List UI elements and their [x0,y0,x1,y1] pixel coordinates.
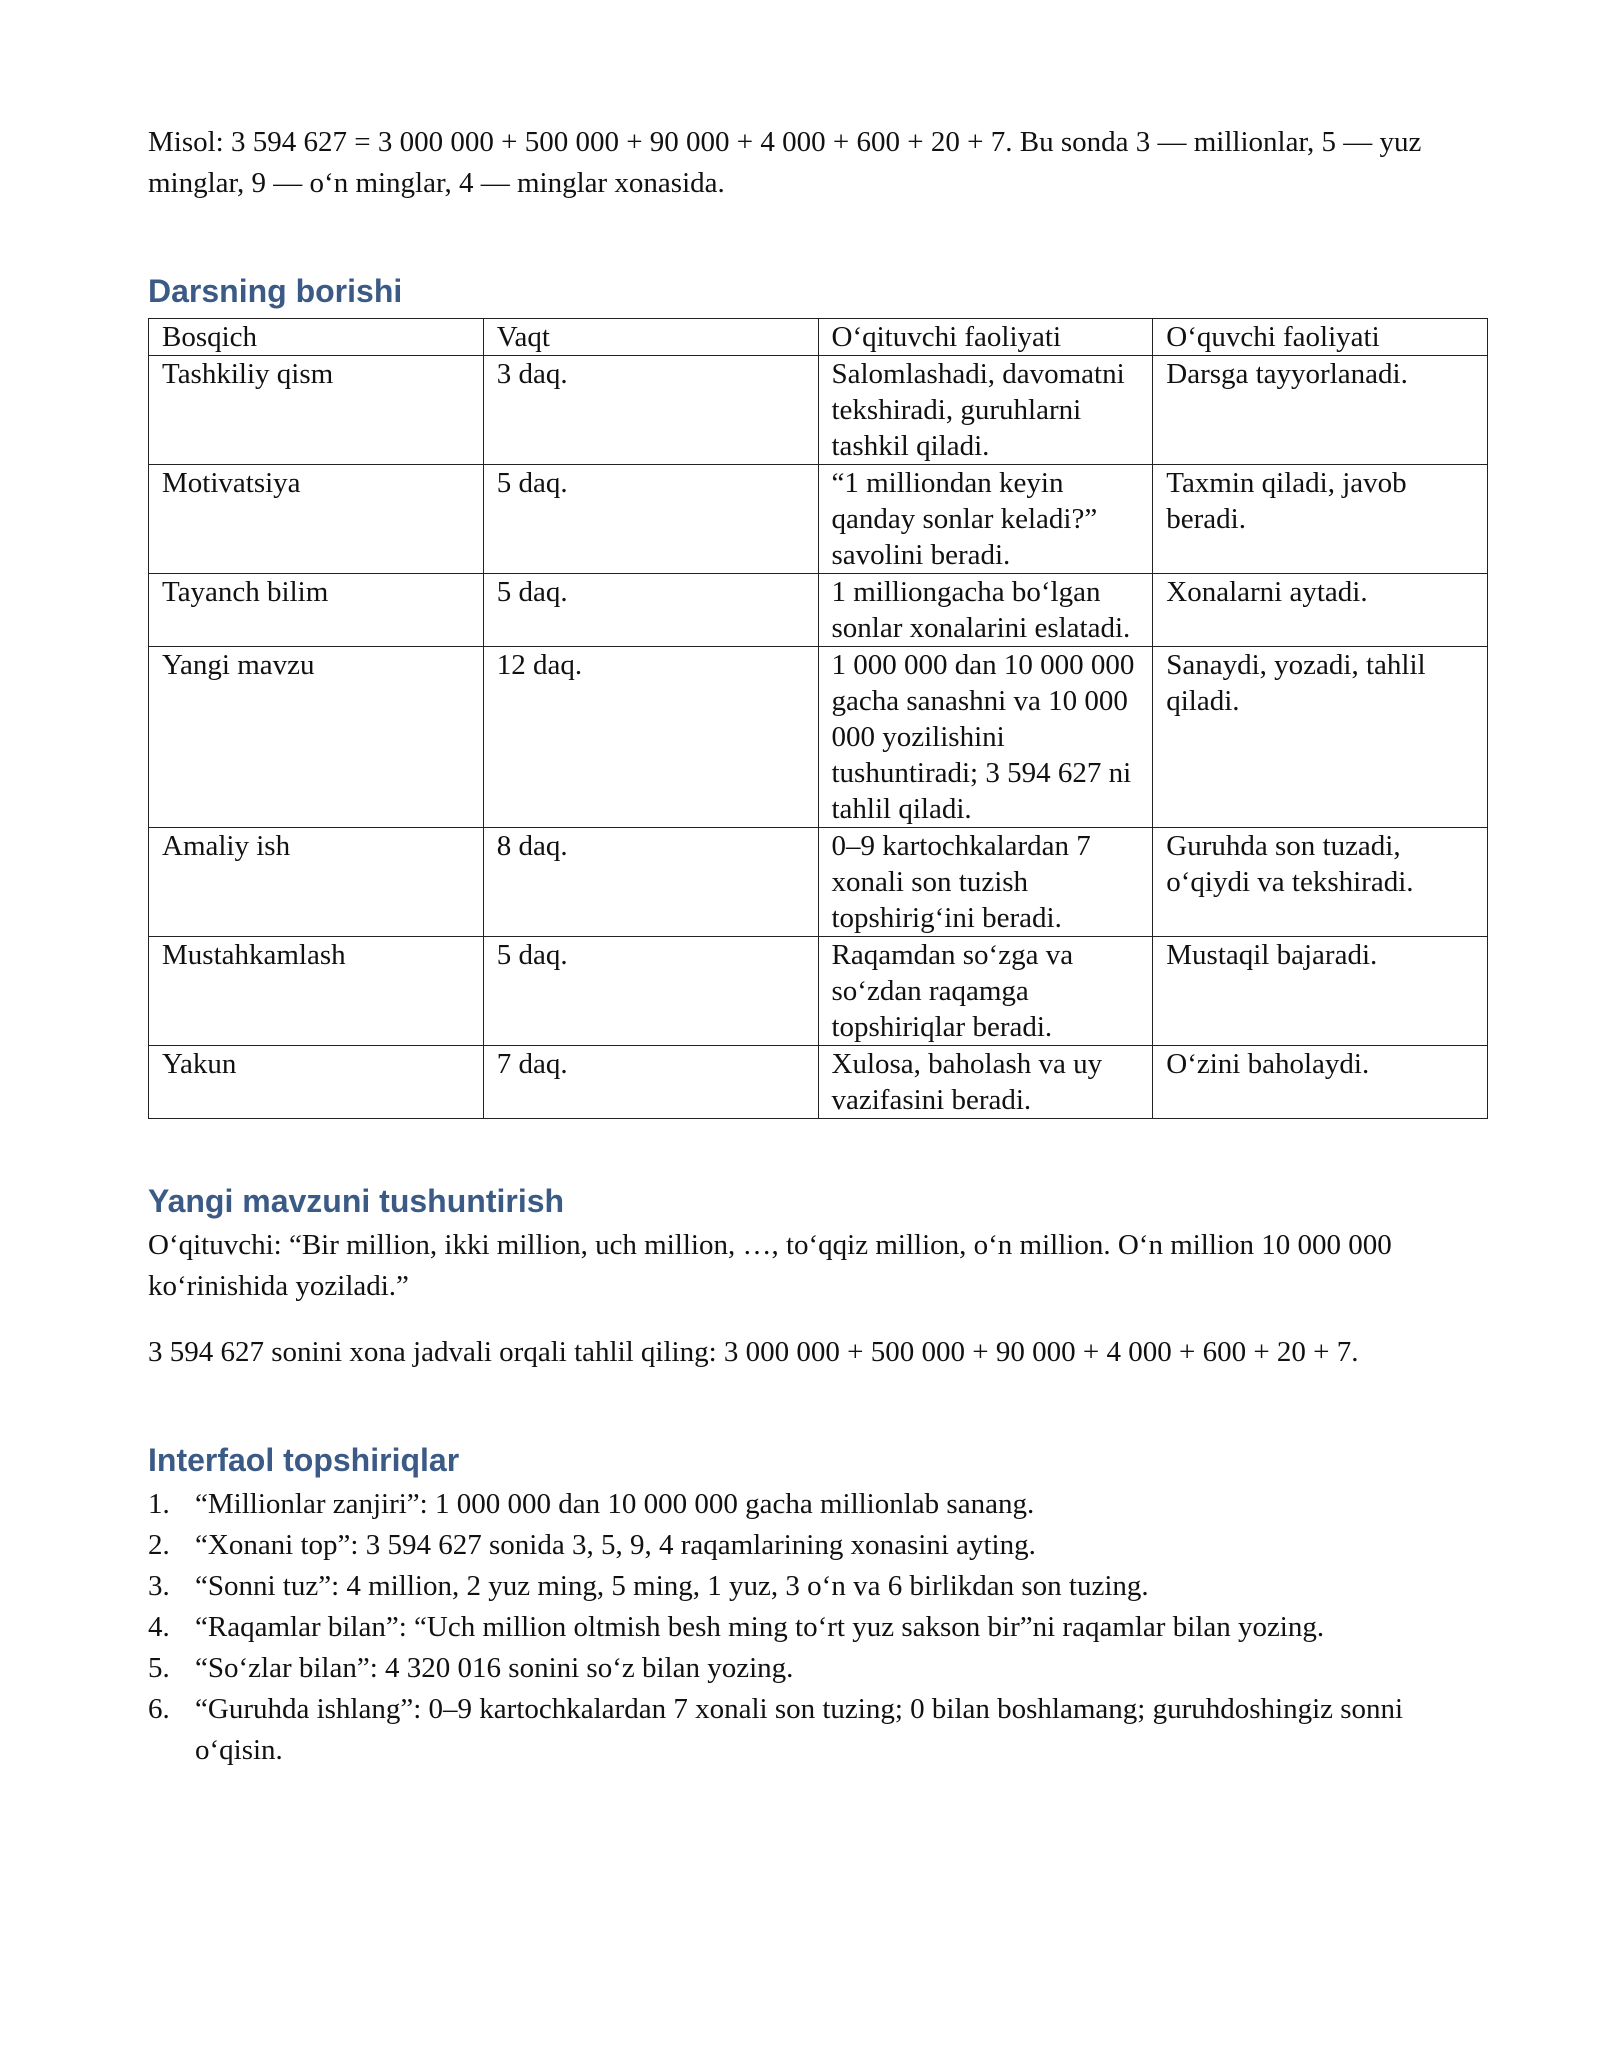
list-item [148,1525,1488,1566]
list-item [148,1566,1488,1607]
document-page [148,122,1488,1771]
cell-stage: Tashkiliy qism [149,356,484,465]
cell-student-activity: Oʻzini baholaydi. [1153,1046,1488,1119]
list-item-text: “Millionlar zanjiri”: 1 000 000 dan 10 000 000 gacha millionlab sanang. [195,1488,1035,1520]
list-item [148,1648,1488,1689]
cell-student-activity: Mustaqil bajaradi. [1153,937,1488,1046]
cell-time: 5 daq. [483,937,818,1046]
table-row [149,1046,1488,1119]
cell-teacher-activity: Salomlashadi, davomatni tekshiradi, guruhlarni tashkil qiladi. [818,356,1153,465]
list-item-number: 4. [148,1611,170,1643]
interactive-tasks-heading: Interfaol topshiriqlar [148,1442,460,1478]
cell-stage: Amaliy ish [149,828,484,937]
cell-teacher-activity: Xulosa, baholash va uy vazifasini beradi. [818,1046,1153,1119]
list-item-number: 1. [148,1488,170,1520]
teacher-quote-paragraph: Oʻqituvchi: “Bir million, ikki million, uch million, …, toʻqqiz million, oʻn million. Oʻn million 10 000 000 koʻrinishida yoziladi.” [148,1229,1392,1302]
interactive-tasks-list [148,1484,1488,1771]
cell-stage: Yangi mavzu [149,647,484,828]
table-row [149,937,1488,1046]
list-item-number: 6. [148,1693,170,1725]
cell-stage: Mustahkamlash [149,937,484,1046]
cell-time: 3 daq. [483,356,818,465]
cell-time: 8 daq. [483,828,818,937]
lesson-plan-table [148,318,1488,1119]
list-item-number: 2. [148,1529,170,1561]
table-row [149,356,1488,465]
cell-student-activity: Sanaydi, yozadi, tahlil qiladi. [1153,647,1488,828]
column-header-student-activity: Oʻquvchi faoliyati [1153,319,1488,356]
cell-teacher-activity: 1 000 000 dan 10 000 000 gacha sanashni va 10 000 000 yozilishini tushuntiradi; 3 594 627 ni tahlil qiladi. [818,647,1153,828]
cell-teacher-activity: Raqamdan soʻzga va soʻzdan raqamga topshiriqlar beradi. [818,937,1153,1046]
list-item-text: “Xonani top”: 3 594 627 sonida 3, 5, 9, 4 raqamlarining xonasini ayting. [195,1529,1036,1561]
cell-stage: Tayanch bilim [149,574,484,647]
cell-teacher-activity: 1 milliongacha boʻlgan sonlar xonalarini eslatadi. [818,574,1153,647]
table-row [149,574,1488,647]
analysis-paragraph: 3 594 627 sonini xona jadvali orqali tahlil qiling: 3 000 000 + 500 000 + 90 000 + 4 000 + 600 + 20 + 7. [148,1336,1359,1368]
list-item-text: “Sonni tuz”: 4 million, 2 yuz ming, 5 ming, 1 yuz, 3 oʻn va 6 birlikdan son tuzing. [195,1570,1149,1602]
cell-time: 7 daq. [483,1046,818,1119]
list-item-text: “Soʻzlar bilan”: 4 320 016 sonini soʻz bilan yozing. [195,1652,794,1684]
cell-student-activity: Darsga tayyorlanadi. [1153,356,1488,465]
table-header-row [149,319,1488,356]
explanation-heading: Yangi mavzuni tushuntirish [148,1183,565,1219]
table-row [149,647,1488,828]
table-row [149,465,1488,574]
cell-teacher-activity: “1 milliondan keyin qanday sonlar keladi?” savolini beradi. [818,465,1153,574]
cell-student-activity: Xonalarni aytadi. [1153,574,1488,647]
cell-time: 5 daq. [483,574,818,647]
column-header-teacher-activity: Oʻqituvchi faoliyati [818,319,1153,356]
lesson-plan-heading: Darsning borishi [148,273,403,309]
column-header-stage: Bosqich [149,319,484,356]
list-item [148,1689,1488,1771]
list-item-text: “Raqamlar bilan”: “Uch million oltmish besh ming toʻrt yuz sakson bir”ni raqamlar bilan yozing. [195,1611,1325,1643]
cell-time: 5 daq. [483,465,818,574]
intro-paragraph: Misol: 3 594 627 = 3 000 000 + 500 000 + 90 000 + 4 000 + 600 + 20 + 7. Bu sonda 3 — millionlar, 5 — yuz minglar, 9 — oʻn minglar, 4 — minglar xonasida. [148,126,1422,199]
list-item-text: “Guruhda ishlang”: 0–9 kartochkalardan 7 xonali son tuzing; 0 bilan boshlamang; guruhdoshingiz sonni oʻqisin. [195,1693,1404,1766]
list-item-number: 3. [148,1570,170,1602]
column-header-time: Vaqt [483,319,818,356]
list-item [148,1607,1488,1648]
cell-teacher-activity: 0–9 kartochkalardan 7 xonali son tuzish topshirigʻini beradi. [818,828,1153,937]
table-row [149,828,1488,937]
list-item [148,1484,1488,1525]
cell-time: 12 daq. [483,647,818,828]
cell-stage: Motivatsiya [149,465,484,574]
list-item-number: 5. [148,1652,170,1684]
cell-student-activity: Taxmin qiladi, javob beradi. [1153,465,1488,574]
cell-student-activity: Guruhda son tuzadi, oʻqiydi va tekshiradi. [1153,828,1488,937]
cell-stage: Yakun [149,1046,484,1119]
